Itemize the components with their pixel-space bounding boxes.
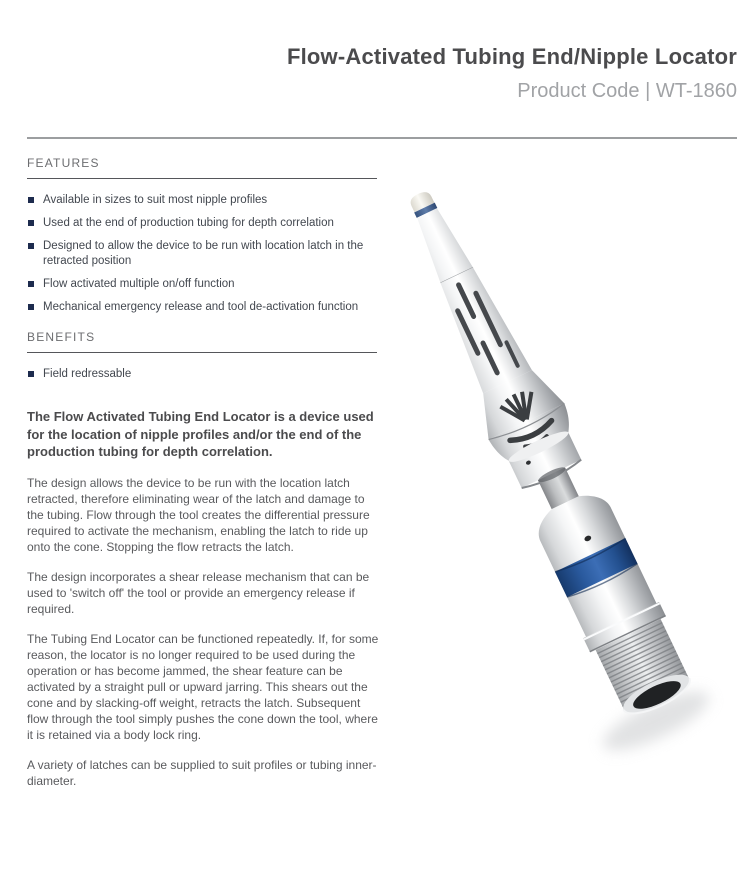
intro-paragraph: The Flow Activated Tubing End Locator is a device used for the location of nipple profiles and/or the end of the production tubing for depth correlation. [27, 409, 374, 459]
feature-text: Mechanical emergency release and tool de-activation function [43, 301, 359, 313]
features-heading: FEATURES [27, 156, 100, 170]
body-paragraph: The design incorporates a shear release mechanism that can be used to 'switch off' the tool or provide an emergency release if required. [27, 569, 370, 616]
tool-slotted-section [432, 264, 532, 394]
bullet-square-icon [28, 197, 34, 203]
list-item [27, 216, 377, 231]
features-rule [27, 178, 377, 179]
feature-text: Available in sizes to suit most nipple profiles [43, 194, 268, 206]
body-paragraph: A variety of latches can be supplied to suit profiles or tubing inner-diameter. [27, 757, 377, 788]
content-column [27, 156, 377, 789]
product-code: Product Code | WT-1860 [517, 80, 737, 102]
benefits-list [27, 367, 377, 382]
bullet-square-icon [28, 243, 34, 249]
benefits-rule [27, 352, 377, 353]
list-item [27, 239, 377, 269]
list-item [27, 193, 377, 208]
bullet-square-icon [28, 281, 34, 287]
tool-upper-shaft [411, 205, 473, 283]
header-rule [27, 137, 737, 139]
feature-text: Used at the end of production tubing for depth correlation [43, 217, 334, 229]
list-item [27, 367, 377, 382]
tool-illustration [378, 184, 743, 814]
page-title: Flow-Activated Tubing End/Nipple Locator [286, 44, 737, 69]
body-paragraph: The Tubing End Locator can be functioned repeatedly. If, for some reason, the locator is no longer required to be used during the operation or has become jammed, the shear feature can be activated by a straight pull or upward jarring. This shears out the cone and by slacking-off weight, retracts the latch. Subsequent flow through the tool simply pushes the cone down the tool, where it is retained via a body lock ring. [27, 631, 379, 742]
benefits-heading: BENEFITS [27, 330, 96, 344]
tool-body-group [378, 184, 716, 761]
feature-text: Designed to allow the device to be run with location latch in the retracted position [43, 240, 364, 267]
list-item [27, 300, 377, 315]
features-list [27, 193, 377, 315]
body-paragraph: The design allows the device to be run with the location latch retracted, therefore eliminating wear of the latch and damage to the tubing. Flow through the tool creates the differential pressure required to activate the mechanism, enabling the latch to ride up onto the cone. Stopping the flow retracts the latch. [27, 475, 370, 554]
feature-text: Flow activated multiple on/off function [43, 278, 235, 290]
bullet-square-icon [28, 371, 34, 377]
bullet-square-icon [28, 304, 34, 310]
product-photo [378, 184, 743, 814]
benefit-text: Field redressable [43, 368, 132, 380]
bullet-square-icon [28, 220, 34, 226]
list-item [27, 277, 377, 292]
benefits-section [27, 330, 377, 382]
